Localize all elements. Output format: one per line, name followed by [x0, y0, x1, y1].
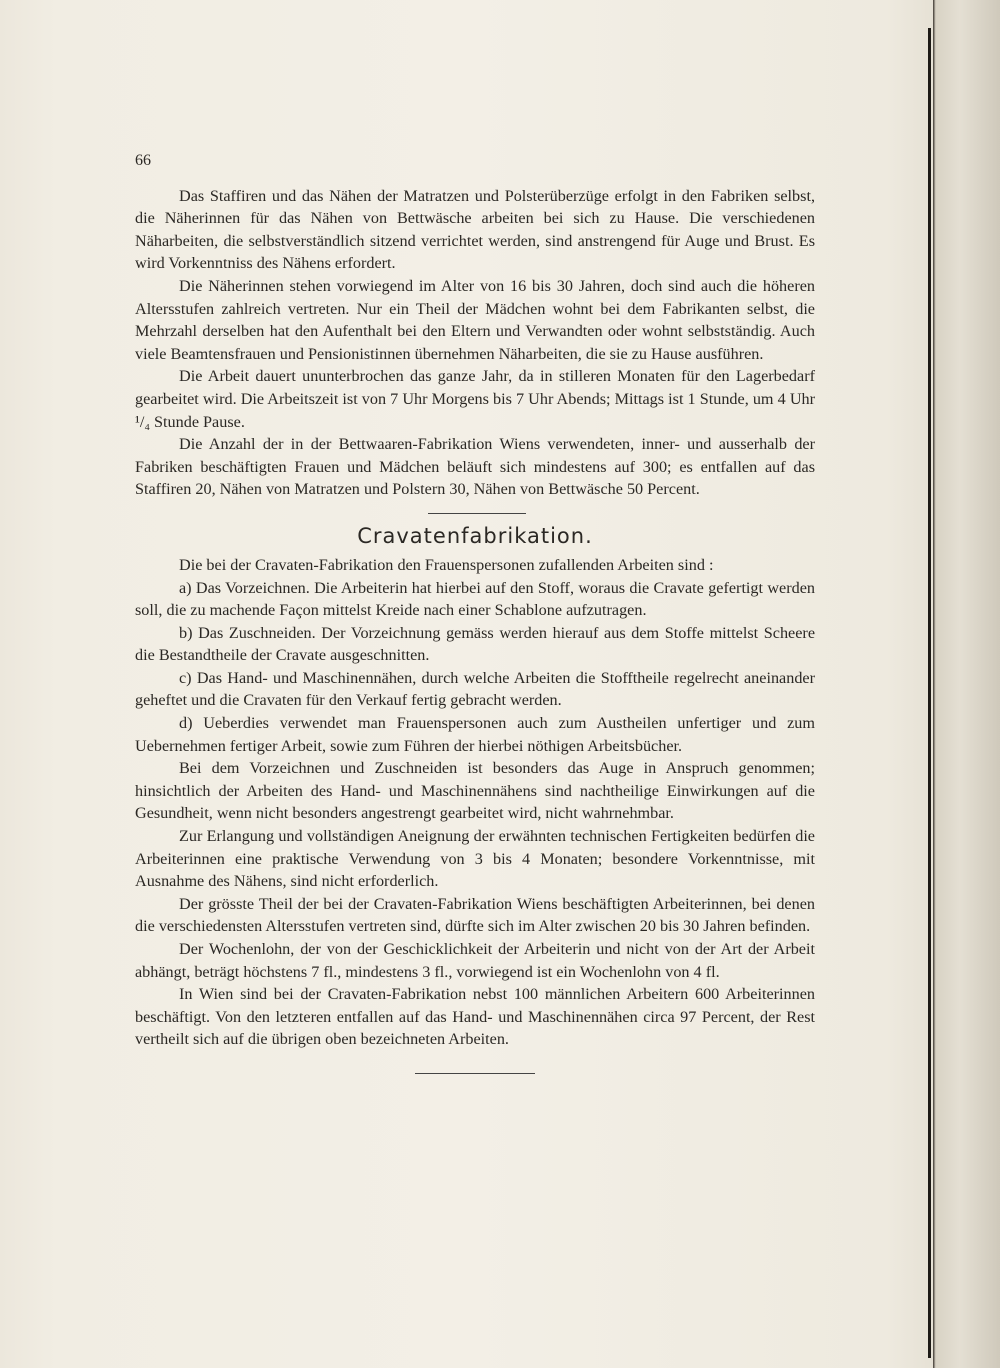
- page-content: [135, 150, 815, 1074]
- list-item-d: d) Ueberdies verwendet man Frauenspersonen auch zum Austheilen unfertiger und zum Uebernehmen fertiger Arbeit, sowie zum Führen der hierbei nöthigen Arbeitsbücher.: [135, 714, 815, 755]
- paragraph: Zur Erlangung und vollständigen Aneignung der erwähnten technischen Fertigkeiten bedürfen die Arbeiterinnen eine praktische Verwendung von 3 bis 4 Monaten; besondere Vorkenntnisse, mit Ausnahme des Nähens, sind nicht erforderlich.: [135, 827, 815, 891]
- paragraph: Der grösste Theil der bei der Cravaten-Fabrikation Wiens beschäftigten Arbeiterinnen, bei denen die verschiedensten Altersstufen vertreten sind, dürfte sich im Alter zwischen 20 bis 30 Jahren befinden.: [135, 894, 815, 936]
- next-page-edge: [933, 0, 1000, 1368]
- paragraph: Der Wochenlohn, der von der Geschicklichkeit der Arbeiterin und nicht von der Art der Arbeit abhängt, beträgt höchstens 7 fl., mindestens 3 fl., vorwiegend ist ein Wochenlohn von 4 fl.: [135, 940, 815, 981]
- list-item-a: a) Das Vorzeichnen. Die Arbeiterin hat hierbei auf den Stoff, woraus die Cravate gefertigt werden soll, die zu machende Façon mittelst Kreide nach einer Schablone aufzutragen.: [135, 578, 815, 620]
- list-item-c: c) Das Hand- und Maschinennähen, durch welche Arbeiten die Stofftheile regelrecht aneinander geheftet und die Cravaten für den Verkauf fertig gebracht werden.: [135, 668, 815, 710]
- book-gutter-line: [928, 28, 931, 1358]
- paragraph: Die Anzahl der in der Bettwaaren-Fabrikation Wiens verwendeten, inner- und ausserhalb der Fabriken beschäftigten Frauen und Mädchen beläuft sich mindestens auf 300; es entfallen auf das Staffiren 20, Nähen von Matratzen und Polstern 30, Nähen von Bettwäsche 50 Percent.: [135, 435, 815, 499]
- paragraph: Die Arbeit dauert ununterbrochen das ganze Jahr, da in stilleren Monaten für den Lagerbedarf gearbeitet wird. Die Arbeitszeit ist von 7 Uhr Morgens bis 7 Uhr Abends; Mittags ist 1 Stunde, um 4 Uhr ¹/₄ Stunde Pause.: [135, 367, 815, 431]
- paragraph: Bei dem Vorzeichnen und Zuschneiden ist besonders das Auge in Anspruch genommen; hinsichtlich der Arbeiten des Hand- und Maschinennähens sind nachtheilige Einwirkungen auf die Gesundheit, wenn nicht besonders angestrengt gearbeitet wird, nicht wahrnehmbar.: [135, 759, 815, 823]
- paragraph: Das Staffiren und das Nähen der Matratzen und Polsterüberzüge erfolgt in den Fabriken selbst, die Näherinnen für das Nähen von Bettwäsche arbeiten bei sich zu Hause. Die verschiedenen Näharbeiten, die selbstverständlich sitzend verrichtet werden, sind anstrengend für Auge und Brust. Es wird Vorkenntniss des Nähens erfordert.: [135, 186, 815, 273]
- paragraph: In Wien sind bei der Cravaten-Fabrikation nebst 100 männlichen Arbeitern 600 Arbeiterinnen beschäftigt. Von den letzteren entfallen auf das Hand- und Maschinennähen circa 97 Percent, der Rest vertheilt sich auf die übrigen oben bezeichneten Arbeiten.: [135, 985, 815, 1049]
- paragraph: Die Näherinnen stehen vorwiegend im Alter von 16 bis 30 Jahren, doch sind auch die höheren Altersstufen zahlreich vertreten. Nur ein Theil der Mädchen wohnt bei dem Fabrikanten selbst, die Mehrzahl derselben hat den Aufenthalt bei den Eltern und Verwandten oder wohnt selbstständig. Auch viele Beamtensfrauen und Pensionistinnen übernehmen Näharbeiten, die sie zu Hause ausführen.: [135, 276, 815, 363]
- page-number: 66: [135, 152, 151, 169]
- paragraph: Die bei der Cravaten-Fabrikation den Frauenspersonen zufallenden Arbeiten sind :: [179, 555, 714, 574]
- end-rule: [415, 1073, 535, 1074]
- section-separator: [428, 513, 526, 514]
- list-item-b: b) Das Zuschneiden. Der Vorzeichnung gemäss werden hierauf aus dem Stoffe mittelst Scheere die Bestandtheile der Cravate ausgeschnitten.: [135, 623, 815, 665]
- section-title: Cravatenfabrikation.: [357, 523, 593, 548]
